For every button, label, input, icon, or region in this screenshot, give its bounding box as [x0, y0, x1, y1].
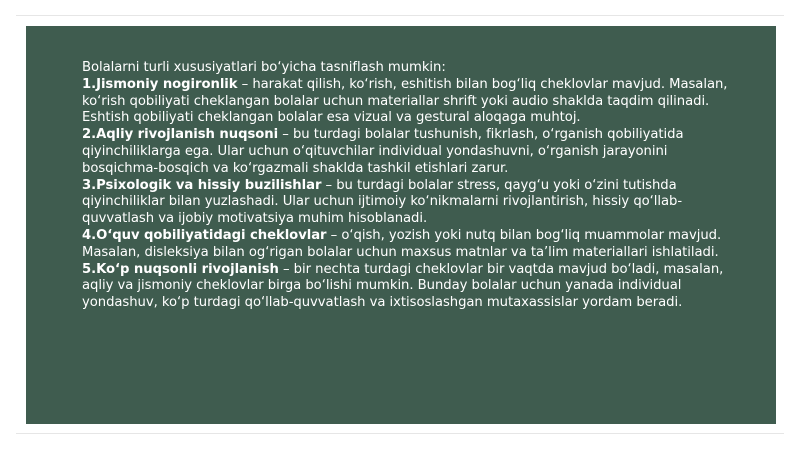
list-item-1: [82, 77, 746, 127]
item-body: – harakat qilish, ko‘rish, eshitish bilan bog‘liq cheklovlar mavjud. Masalan, ko‘rish qobiliyati cheklangan bolalar uchun materiallar shrift yoki audio shaklda taqdim qilinadi. Eshtish qobiliyati cheklangan bolalar esa vizual va gestural aloqaga muhtoj.: [82, 76, 728, 126]
list-item-5: [82, 262, 746, 312]
item-body: – bu turdagi bolalar tushunish, fikrlash, o‘rganish qobiliyatida qiyinchiliklarga ega. Ular uchun o‘qituvchilar individual yondashuvni, o‘rganish jarayonini bosqichma-bosqich va ko‘rgazmali shaklda tashkil etishlari zarur.: [82, 127, 684, 176]
content-panel: [26, 26, 776, 424]
item-number: 5.: [82, 261, 97, 277]
list-item-2: [82, 127, 746, 177]
item-title: Ko‘p nuqsonli rivojlanish: [96, 261, 279, 277]
item-title: Jismoniy nogironlik: [96, 76, 238, 92]
intro-line: Bolalarni turli xususiyatlari bo‘yicha tasniflash mumkin:: [82, 60, 446, 75]
item-number: 1.: [82, 76, 97, 92]
item-number: 4.: [82, 227, 97, 243]
bottom-divider: [16, 433, 784, 434]
item-title: O‘quv qobiliyatidagi cheklovlar: [96, 227, 327, 243]
text-body: [82, 60, 746, 312]
item-body: – bir nechta turdagi cheklovlar bir vaqtda mavjud bo‘ladi, masalan, aqliy va jismoniy cheklovlar birga bo‘lishi mumkin. Bunday bolalar uchun yanada individual yondashuv, ko‘p turdagi qo‘llab-quvvatlash va ixtisoslashgan mutaxassislar yordam beradi.: [82, 261, 724, 311]
list-item-3: [82, 178, 746, 228]
top-divider: [16, 15, 784, 16]
item-number: 2.: [82, 127, 97, 143]
item-body: – o‘qish, yozish yoki nutq bilan bog‘liq muammolar mavjud. Masalan, disleksiya bilan og‘rigan bolalar uchun maxsus matnlar va ta’lim materiallari ishlatiladi.: [82, 227, 722, 260]
item-number: 3.: [82, 177, 97, 193]
item-title: Aqliy rivojlanish nuqsoni: [96, 127, 279, 143]
list-item-4: [82, 228, 746, 262]
item-title: Psixologik va hissiy buzilishlar: [96, 177, 322, 193]
item-body: – bu turdagi bolalar stress, qayg‘u yoki o‘zini tutishda qiyinchiliklar bilan yuzlashadi. Ular uchun ijtimoiy ko‘nikmalarni rivojlantirish, hissiy qo‘llab-quvvatlash va ijobiy motivatsiya muhim hisoblanadi.: [82, 177, 683, 227]
